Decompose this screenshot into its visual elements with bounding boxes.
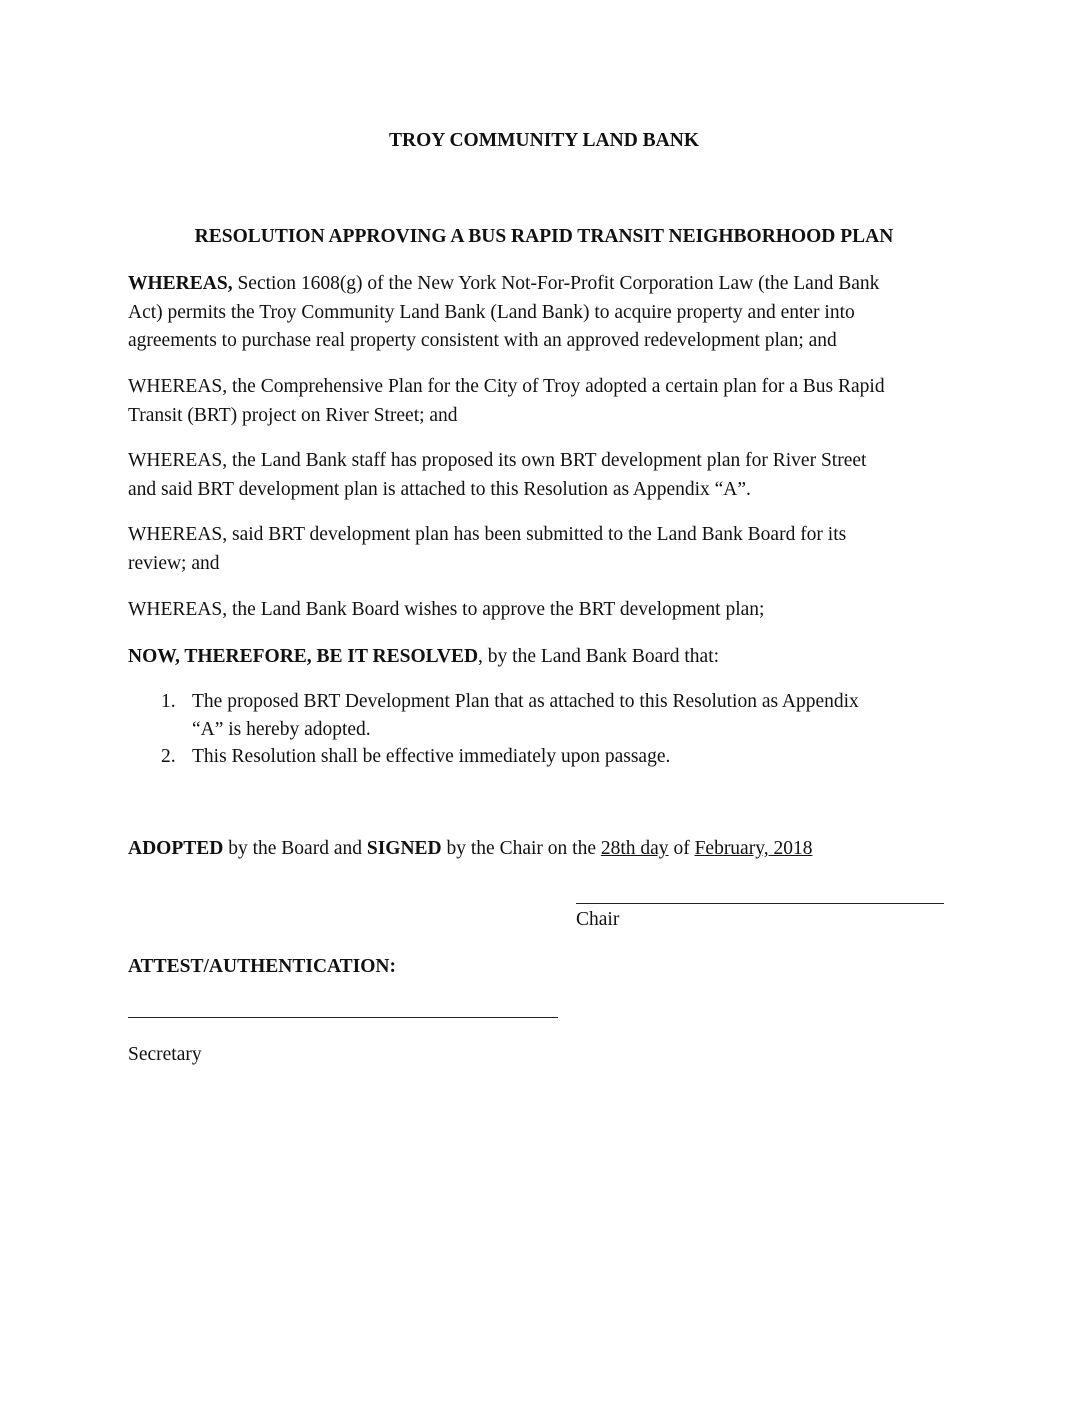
adoption-statement: [128, 837, 812, 861]
whereas-4-line-2: review; and: [128, 553, 220, 574]
adoption-month-year: February, 2018: [694, 838, 813, 859]
org-title: TROY COMMUNITY LAND BANK: [388, 130, 699, 151]
resolved-clause: [128, 645, 719, 669]
whereas-3-line-2: and said BRT development plan is attached to this Resolution as Appendix “A”.: [128, 479, 751, 500]
whereas-1-lead: WHEREAS,: [128, 273, 233, 294]
resolution-title: RESOLUTION APPROVING A BUS RAPID TRANSIT NEIGHBORHOOD PLAN: [194, 226, 894, 247]
whereas-3-line-1: WHEREAS, the Land Bank staff has proposed its own BRT development plan for River Street: [128, 450, 867, 471]
whereas-2-line-1: WHEREAS, the Comprehensive Plan for the City of Troy adopted a certain plan for a Bus Rapid: [128, 376, 885, 397]
list-item-line-1: This Resolution shall be effective immediately upon passage.: [192, 746, 671, 767]
secretary-signature-line: [128, 1017, 558, 1018]
adoption-text-1: by the Board and: [223, 838, 367, 859]
whereas-1-line-3: agreements to purchase real property consistent with an approved redevelopment plan; and: [128, 330, 837, 351]
signed-word: SIGNED: [366, 838, 442, 859]
whereas-4-line-1: WHEREAS, said BRT development plan has been submitted to the Land Bank Board for its: [128, 524, 847, 545]
adopted-word: ADOPTED: [128, 838, 224, 859]
list-item-line-2: “A” is hereby adopted.: [192, 719, 371, 740]
chair-label: Chair: [576, 909, 620, 930]
whereas-2-line-2: Transit (BRT) project on River Street; and: [128, 405, 458, 426]
list-item-number: 2.: [161, 746, 176, 767]
secretary-label: Secretary: [128, 1044, 202, 1065]
resolved-lead: NOW, THEREFORE, BE IT RESOLVED: [128, 646, 479, 667]
adoption-text-3: of: [668, 838, 695, 859]
list-item-number: 1.: [161, 691, 176, 712]
chair-signature-line: [576, 903, 944, 904]
whereas-1-line-1: [128, 272, 879, 296]
whereas-1-line-1-text: Section 1608(g) of the New York Not-For-Profit Corporation Law (the Land Bank: [232, 273, 880, 294]
whereas-5-line-1: WHEREAS, the Land Bank Board wishes to approve the BRT development plan;: [128, 599, 765, 620]
attest-heading: ATTEST/AUTHENTICATION:: [128, 956, 397, 977]
resolved-rest: , by the Land Bank Board that:: [478, 646, 720, 667]
adoption-text-2: by the Chair on the: [441, 838, 601, 859]
whereas-1-line-2: Act) permits the Troy Community Land Bank (Land Bank) to acquire property and enter into: [128, 302, 855, 323]
list-item-line-1: The proposed BRT Development Plan that as attached to this Resolution as Appendix: [192, 691, 859, 712]
adoption-day: 28th day: [600, 838, 669, 859]
